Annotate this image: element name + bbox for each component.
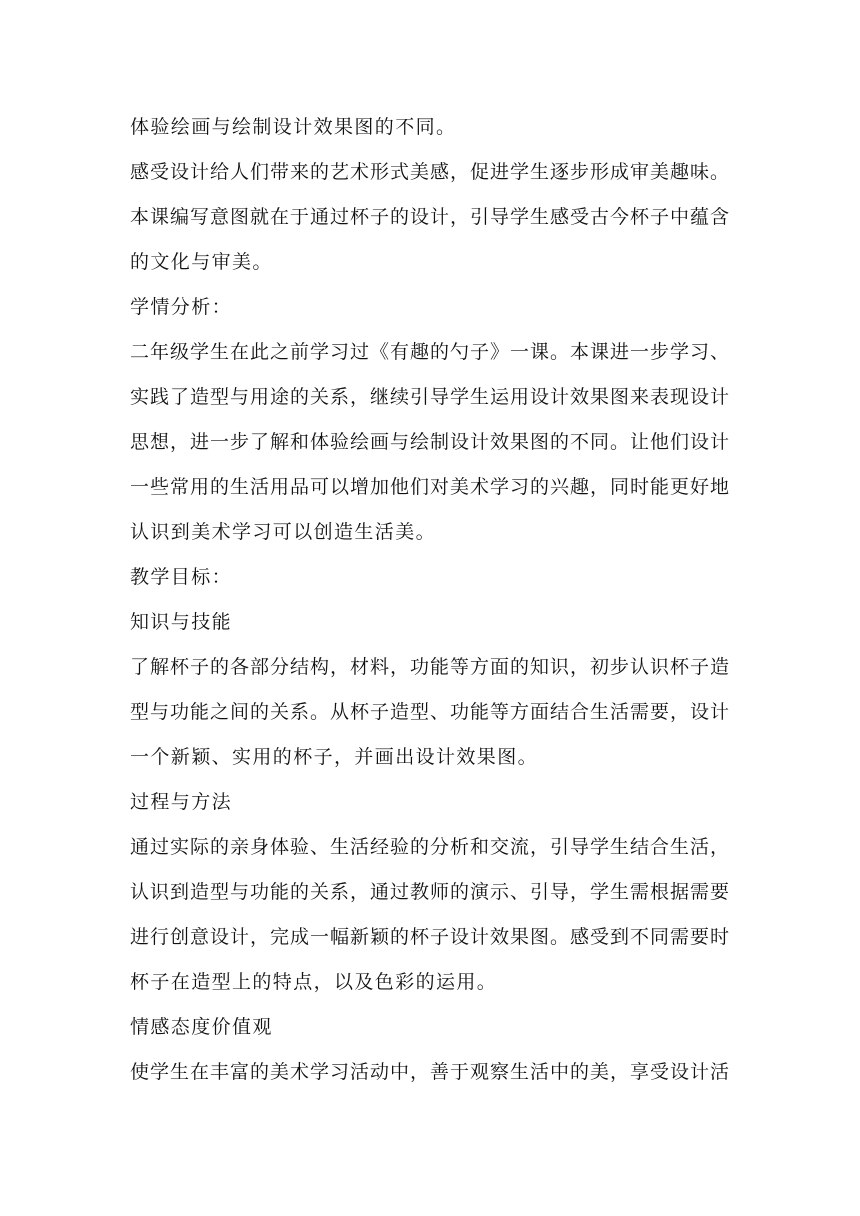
text-line: 思想，进一步了解和体验绘画与绘制设计效果图的不同。让他们设计 — [130, 431, 731, 453]
subsection-heading: 知识与技能 — [130, 611, 233, 633]
text-line: 杯子在造型上的特点，以及色彩的运用。 — [130, 971, 498, 993]
section-heading: 教学目标： — [130, 566, 233, 588]
text-line: 二年级学生在此之前学习过《有趣的勺子》一课。本课进一步学习、 — [130, 341, 731, 363]
text-line: 体验绘画与绘制设计效果图的不同。 — [130, 116, 457, 138]
text-line: 型与功能之间的关系。从杯子造型、功能等方面结合生活需要，设计 — [130, 701, 731, 723]
text-line: 本课编写意图就在于通过杯子的设计，引导学生感受古今杯子中蕴含 — [130, 206, 731, 228]
text-line: 了解杯子的各部分结构，材料，功能等方面的知识，初步认识杯子造 — [130, 656, 731, 678]
text-line: 感受设计给人们带来的艺术形式美感，促进学生逐步形成审美趣味。 — [130, 161, 731, 183]
subsection-heading: 情感态度价值观 — [130, 1016, 273, 1038]
text-line: 使学生在丰富的美术学习活动中，善于观察生活中的美，享受设计活 — [130, 1061, 731, 1083]
text-line: 实践了造型与用途的关系，继续引导学生运用设计效果图来表现设计 — [130, 386, 731, 408]
text-line: 的文化与审美。 — [130, 251, 273, 273]
text-line: 通过实际的亲身体验、生活经验的分析和交流，引导学生结合生活， — [130, 836, 731, 858]
text-line: 认识到造型与功能的关系，通过教师的演示、引导，学生需根据需要 — [130, 881, 731, 903]
text-line: 进行创意设计，完成一幅新颖的杯子设计效果图。感受到不同需要时 — [130, 926, 731, 948]
subsection-heading: 过程与方法 — [130, 791, 233, 813]
section-heading: 学情分析： — [130, 296, 233, 318]
text-line: 一个新颖、实用的杯子，并画出设计效果图。 — [130, 746, 539, 768]
text-line: 认识到美术学习可以创造生活美。 — [130, 521, 437, 543]
text-line: 一些常用的生活用品可以增加他们对美术学习的兴趣，同时能更好地 — [130, 476, 731, 498]
